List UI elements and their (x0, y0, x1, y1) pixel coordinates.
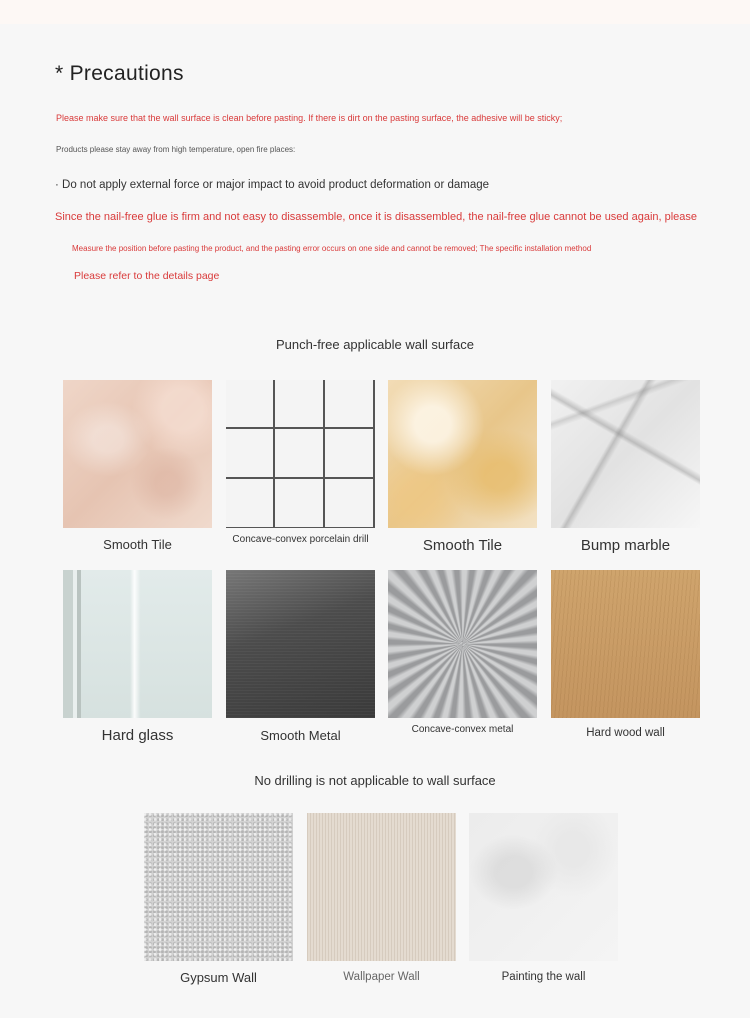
page-title: * Precautions (55, 62, 184, 85)
porcelain-drill-image (226, 380, 375, 528)
surface-label: Hard glass (101, 727, 174, 744)
hard-glass-image (63, 570, 212, 718)
smooth-metal-image (226, 570, 375, 718)
surface-label: Smooth Tile (103, 537, 172, 552)
surface-label: Wallpaper Wall (343, 971, 420, 983)
surface-label: Gypsum Wall (180, 970, 257, 985)
surface-label: Smooth Metal (260, 728, 341, 743)
not-applicable-heading: No drilling is not applicable to wall surface (254, 773, 496, 788)
surface-label: Concave-convex metal (411, 724, 514, 735)
precaution-line-4: Since the nail-free glue is firm and not easy to disassemble, once it is disassembled, the nail-free glue cannot be used again, please (55, 211, 698, 223)
precaution-line-6: Please refer to the details page (74, 270, 220, 282)
smooth-tile-pink-image (63, 380, 212, 528)
applicable-heading: Punch-free applicable wall surface (276, 337, 474, 352)
surface-label: Bump marble (580, 537, 671, 554)
top-band (0, 0, 750, 24)
precaution-line-2: Products please stay away from high temperature, open fire places: (56, 145, 296, 154)
gypsum-wall-image (144, 813, 293, 961)
painting-wall-image (469, 813, 618, 961)
precaution-line-3: · Do not apply external force or major impact to avoid product deformation or damage (55, 179, 490, 191)
wallpaper-wall-image (307, 813, 456, 961)
surface-label: Smooth Tile (422, 537, 503, 554)
surface-label: Painting the wall (501, 971, 586, 983)
precaution-line-5: Measure the position before pasting the product, and the pasting error occurs on one side and cannot be removed; The specific installation method (72, 244, 592, 253)
precaution-line-1: Please make sure that the wall surface is clean before pasting. If there is dirt on the pasting surface, the adhesive will be sticky; (56, 113, 563, 123)
hard-wood-wall-image (551, 570, 700, 718)
surface-label: Hard wood wall (586, 727, 665, 739)
smooth-tile-onyx-image (388, 380, 537, 528)
bump-marble-image (551, 380, 700, 528)
concave-convex-metal-image (388, 570, 537, 718)
surface-label: Concave-convex porcelain drill (232, 534, 369, 545)
